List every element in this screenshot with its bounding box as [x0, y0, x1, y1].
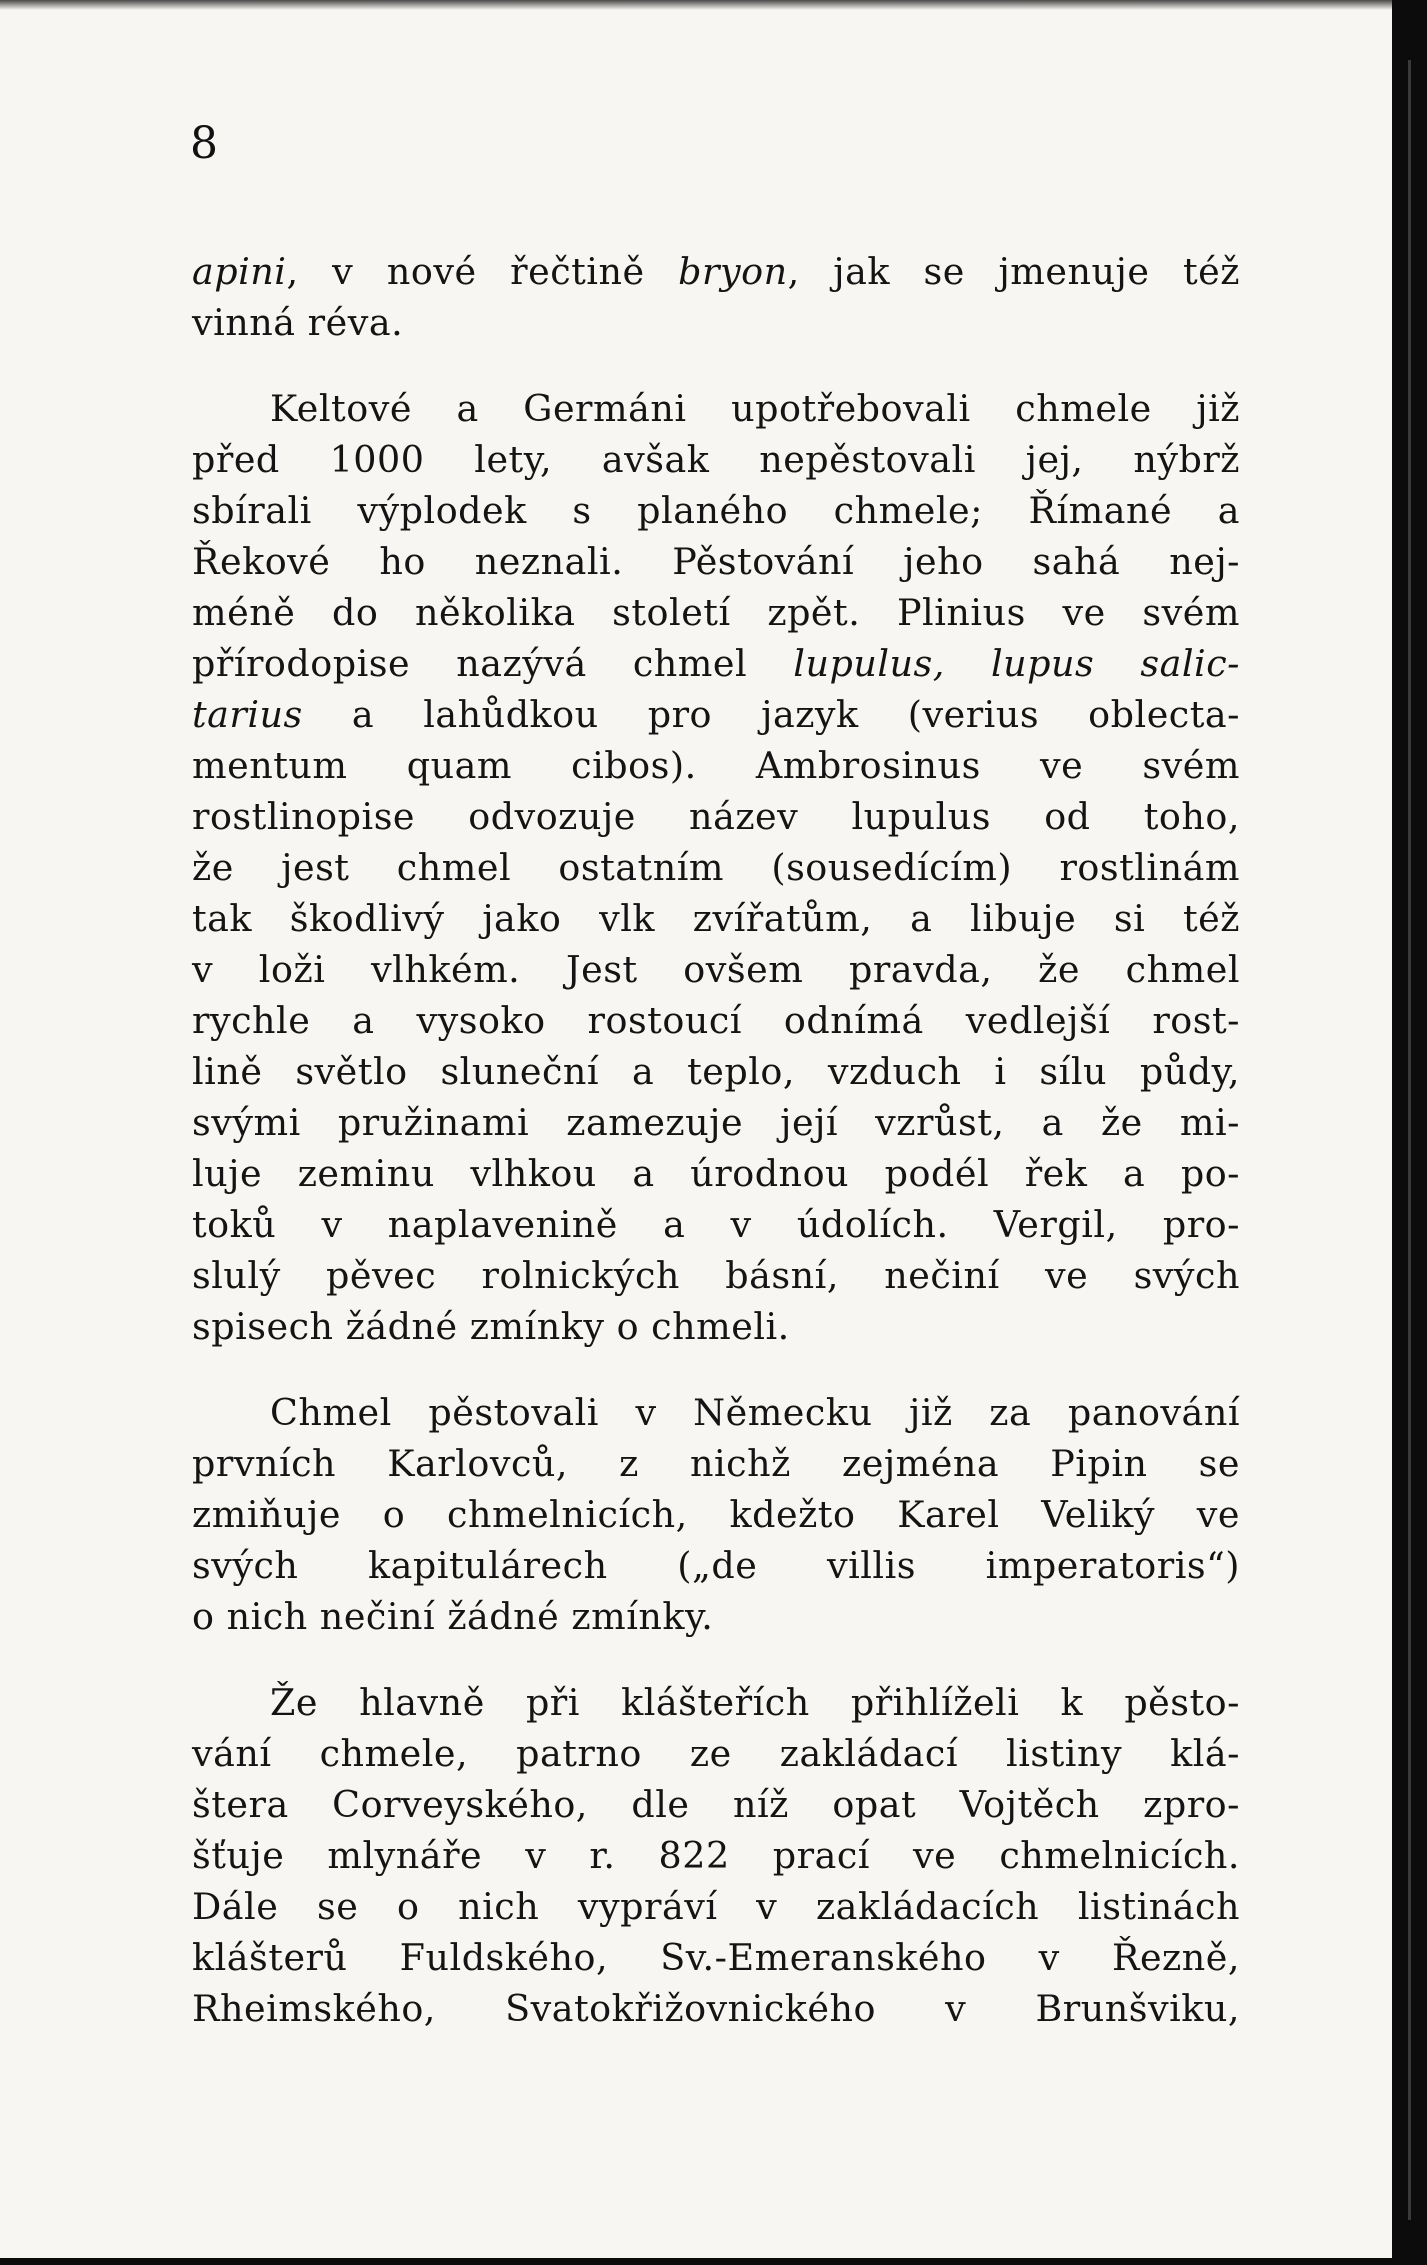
italic-word: bryon	[678, 250, 788, 293]
text-line: toků v naplavenině a v údolích. Vergil, pro-	[192, 1203, 1240, 1246]
text-line: zmiňuje o chmelnicích, kdežto Karel Veliký ve	[192, 1493, 1240, 1536]
text-run: Chmel pěstovali v Německu již za panování	[270, 1391, 1240, 1434]
text-run: Keltové a Germáni upotřebovali chmele již	[270, 387, 1240, 430]
text-line: rychle a vysoko rostoucí odnímá vedlejší rost-	[192, 999, 1240, 1042]
text-line: v loži vlhkém. Jest ovšem pravda, že chmel	[192, 948, 1240, 991]
text-line: vinná réva.	[192, 301, 404, 344]
text-line: Dále se o nich vypráví v zakládacích listinách	[192, 1885, 1240, 1928]
italic-words: lupulus, lupus salic-	[793, 642, 1240, 685]
text-line: spisech žádné zmínky o chmeli.	[192, 1305, 790, 1348]
text-line: vání chmele, patrno ze zakládací listiny klá-	[192, 1732, 1240, 1775]
text-line: šťuje mlynáře v r. 822 prací ve chmelnicích.	[192, 1834, 1240, 1877]
text-line: Řekové ho neznali. Pěstování jeho sahá nej-	[192, 540, 1240, 583]
paragraph-2	[192, 383, 1240, 1352]
text-line: lině světlo sluneční a teplo, vzduch i sílu půdy,	[192, 1050, 1240, 1093]
text-line	[192, 1387, 1240, 1438]
page-number: 8	[190, 118, 218, 169]
paragraph-4	[192, 1677, 1240, 2034]
text-line	[192, 383, 1240, 434]
body-text	[192, 246, 1240, 2034]
paragraph-3	[192, 1387, 1240, 1642]
text-line	[192, 638, 1240, 689]
text-run: , jak se jmenuje též	[787, 250, 1240, 293]
text-line: prvních Karlovců, z nichž zejména Pipin se	[192, 1442, 1240, 1485]
text-line: štera Corveyského, dle níž opat Vojtěch zpro-	[192, 1783, 1240, 1826]
text-line: rostlinopise odvozuje název lupulus od toho,	[192, 795, 1240, 838]
text-line: svých kapitulárech („de villis imperatoris“)	[192, 1544, 1240, 1587]
text-line	[192, 246, 1240, 297]
text-run: , v nové řečtině	[286, 250, 679, 293]
text-line	[192, 689, 1240, 740]
text-line: před 1000 lety, avšak nepěstovali jej, nýbrž	[192, 438, 1240, 481]
text-line: slulý pěvec rolnických básní, nečiní ve svých	[192, 1254, 1240, 1297]
text-line: luje zeminu vlhkou a úrodnou podél řek a po-	[192, 1152, 1240, 1195]
text-line: klášterů Fuldského, Sv.-Emeranského v Řezně,	[192, 1936, 1240, 1979]
text-line	[192, 1677, 1240, 1728]
text-run: Že hlavně při klášteřích přihlíželi k pěsto-	[270, 1681, 1240, 1724]
italic-word: apini	[192, 250, 287, 293]
page-top-edge	[0, 0, 1392, 10]
paragraph-1	[192, 246, 1240, 348]
text-line: svými pružinami zamezuje její vzrůst, a že mi-	[192, 1101, 1240, 1144]
text-line: že jest chmel ostatním (sousedícím) rostlinám	[192, 846, 1240, 889]
italic-word: tarius	[192, 693, 303, 736]
text-run: a lahůdkou pro jazyk (verius oblecta-	[302, 693, 1240, 736]
binding-edge	[1408, 60, 1411, 2220]
text-line: méně do několika století zpět. Plinius ve svém	[192, 591, 1240, 634]
text-line: o nich nečiní žádné zmínky.	[192, 1595, 714, 1638]
text-line: tak škodlivý jako vlk zvířatům, a libuje si též	[192, 897, 1240, 940]
text-run: přírodopise nazývá chmel	[192, 642, 794, 685]
text-line: mentum quam cibos). Ambrosinus ve svém	[192, 744, 1240, 787]
text-line: Rheimského, Svatokřižovnického v Brunšviku,	[192, 1987, 1240, 2030]
text-line: sbírali výplodek s planého chmele; Římané a	[192, 489, 1240, 532]
